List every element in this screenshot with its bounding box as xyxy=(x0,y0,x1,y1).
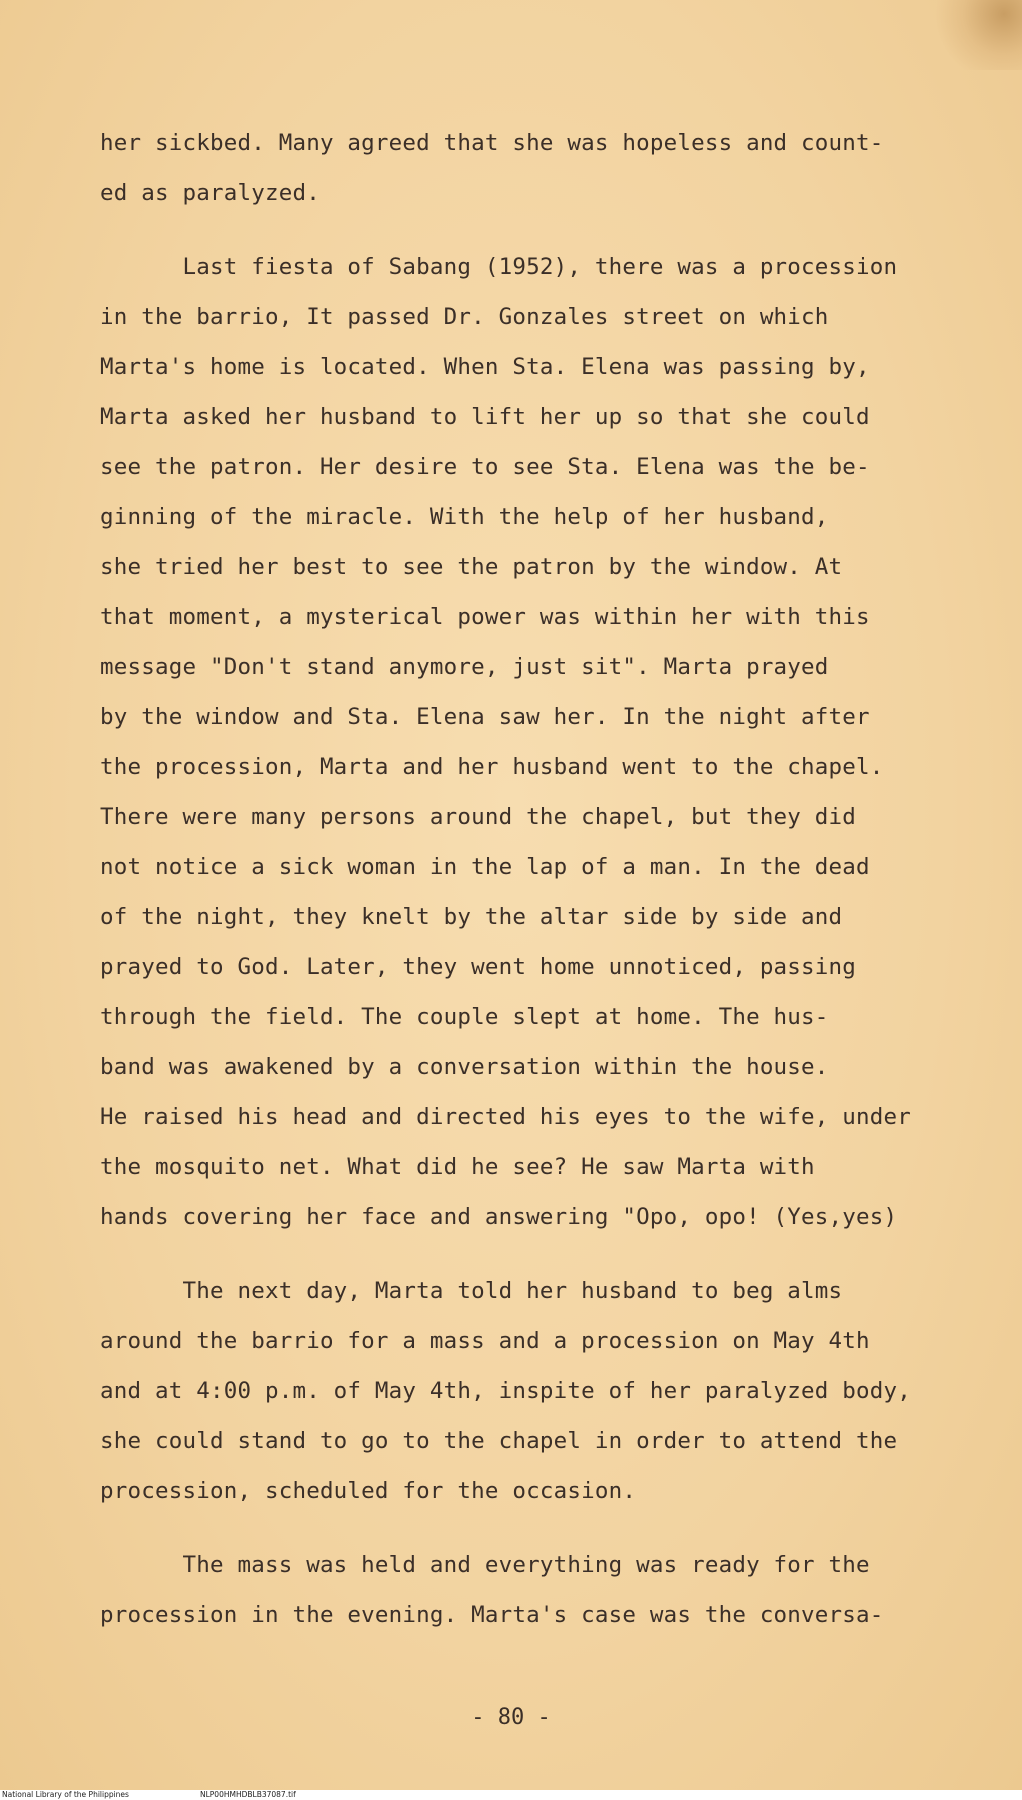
text-line: by the window and Sta. Elena saw her. In the night after xyxy=(100,704,870,730)
text-line: of the night, they knelt by the altar side by side and xyxy=(100,904,843,930)
text-line: procession in the evening. Marta's case was the conversa- xyxy=(100,1602,884,1628)
paper-stain xyxy=(932,0,1022,70)
text-line: There were many persons around the chapel, but they did xyxy=(100,804,857,830)
paragraph xyxy=(100,1540,980,1640)
text-line: her sickbed. Many agreed that she was hopeless and count- xyxy=(100,130,884,156)
paragraph xyxy=(100,118,980,218)
text-line: and at 4:00 p.m. of May 4th, inspite of her paralyzed body, xyxy=(100,1378,912,1404)
text-line: that moment, a mysterical power was within her with this xyxy=(100,604,870,630)
text-line: ed as paralyzed. xyxy=(100,180,320,206)
text-line: through the field. The couple slept at home. The hus- xyxy=(100,1004,829,1030)
text-line: not notice a sick woman in the lap of a man. In the dead xyxy=(100,854,870,880)
text-line: in the barrio, It passed Dr. Gonzales street on which xyxy=(100,304,829,330)
scan-footer xyxy=(0,1790,1022,1800)
text-line: Last fiesta of Sabang (1952), there was a procession xyxy=(100,254,898,280)
text-line: message "Don't stand anymore, just sit". Marta prayed xyxy=(100,654,829,680)
text-line: Marta's home is located. When Sta. Elena was passing by, xyxy=(100,354,870,380)
document-body xyxy=(100,118,980,1640)
text-line: the mosquito net. What did he see? He saw Marta with xyxy=(100,1154,815,1180)
text-line: He raised his head and directed his eyes to the wife, under xyxy=(100,1104,912,1130)
text-line: band was awakened by a conversation within the house. xyxy=(100,1054,829,1080)
text-line: The mass was held and everything was ready for the xyxy=(100,1552,870,1578)
text-line: ginning of the miracle. With the help of her husband, xyxy=(100,504,829,530)
footer-institution: National Library of the Philippines xyxy=(2,1790,129,1799)
text-line: see the patron. Her desire to see Sta. Elena was the be- xyxy=(100,454,870,480)
footer-file-name: NLP00HMHDBLB37087.tif xyxy=(200,1790,296,1799)
text-line: Marta asked her husband to lift her up so that she could xyxy=(100,404,870,430)
paragraph xyxy=(100,1266,980,1516)
text-line: she tried her best to see the patron by the window. At xyxy=(100,554,843,580)
text-line: around the barrio for a mass and a procession on May 4th xyxy=(100,1328,870,1354)
text-line: procession, scheduled for the occasion. xyxy=(100,1478,637,1504)
text-line: she could stand to go to the chapel in order to attend the xyxy=(100,1428,898,1454)
page-number: - 80 - xyxy=(471,1705,551,1730)
text-line: The next day, Marta told her husband to beg alms xyxy=(100,1278,843,1304)
paragraph xyxy=(100,242,980,1242)
text-line: hands covering her face and answering "Opo, opo! (Yes,yes) xyxy=(100,1204,898,1230)
text-line: prayed to God. Later, they went home unnoticed, passing xyxy=(100,954,857,980)
text-line: the procession, Marta and her husband went to the chapel. xyxy=(100,754,884,780)
